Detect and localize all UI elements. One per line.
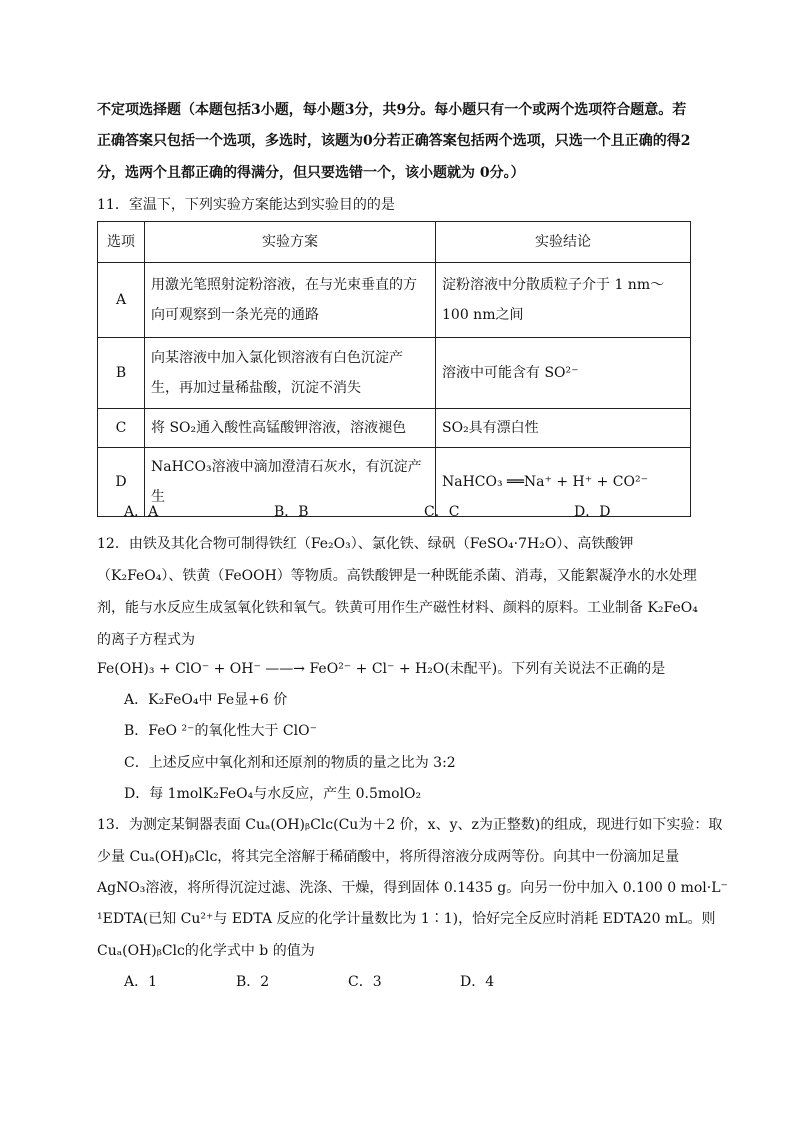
row-option: A [98,263,145,338]
row-option: D [98,448,145,517]
q13-options [124,972,560,992]
row-conclusion: 溶液中可能含有 SO²⁻ [436,338,691,409]
q11-stem: 11．室温下，下列实验方案能达到实验目的的是 [97,197,395,213]
header-plan: 实验方案 [145,222,436,263]
q11-option-c[interactable]: C．C [424,504,460,520]
q13-line-1: 13．为测定某铜器表面 Cuₐ(OH)ᵦClᴄ(Cu为＋2 价，x、y、z为正整数)的组成，现进行如下实验：取 [97,817,723,833]
q12-option-a[interactable]: A．K₂FeO₄中 Fe显+6 价 [124,692,288,708]
q13-line-4: ¹EDTA(已知 Cu²⁺与 EDTA 反应的化学计量数比为 1∶1)，恰好完全反应时消耗 EDTA20 mL。则 [97,911,716,927]
header-conclusion: 实验结论 [436,222,691,263]
q11-option-d[interactable]: D．D [574,504,611,520]
row-plan: 向某溶液中加入氯化钡溶液有白色沉淀产生，再加过量稀盐酸，沉淀不消失 [145,338,436,409]
table-row [98,409,691,448]
row-conclusion: NaHCO₃ ══Na⁺ + H⁺ + CO²⁻ [436,448,691,517]
q12-line-1: 12．由铁及其化合物可制得铁红（Fe₂O₃）、氯化铁、绿矾（FeSO₄·7H₂O）、高铁酸钾 [97,536,634,552]
row-plan: 将 SO₂通入酸性高锰酸钾溶液，溶液褪色 [145,409,436,448]
q12-option-c[interactable]: C．上述反应中氧化剂和还原剂的物质的量之比为 3:2 [124,755,456,771]
row-plan: NaHCO₃溶液中滴加澄清石灰水，有沉淀产生 [145,448,436,517]
q11-option-b[interactable]: B．B [274,504,309,520]
q13-option-c[interactable]: C．3 [348,974,382,990]
row-option: C [98,409,145,448]
row-option: B [98,338,145,409]
q13-option-d[interactable]: D．4 [460,974,495,990]
table-header-row [98,222,691,263]
q11-option-a[interactable]: A．A [124,504,159,520]
row-conclusion: SO₂具有漂白性 [436,409,691,448]
q12-line-4: 的离子方程式为 [97,632,195,648]
section-instructions-line-1: 不定项选择题（本题包括3小题，每小题3分，共9分。每小题只有一个或两个选项符合题意。若 [97,102,687,118]
section-instructions-line-3: 分，选两个且都正确的得满分，但只要选错一个，该小题就为 0分。） [97,165,525,181]
q12-line-2: （K₂FeO₄）、铁黄（FeOOH）等物质。高铁酸钾是一种既能杀菌、消毒，又能絮凝净水的水处理 [97,568,697,584]
q11-experiment-table [97,221,691,517]
q12-equation: Fe(OH)₃ + ClO⁻ + OH⁻ ——→ FeO²⁻ + Cl⁻ + H₂O(未配平)。下列有关说法不正确的是 [97,661,666,677]
q12-option-b[interactable]: B．FeO ²⁻的氧化性大于 ClO⁻ [124,723,317,739]
header-option: 选项 [98,222,145,263]
q13-line-3: AgNO₃溶液，将所得沉淀过滤、洗涤、干燥，得到固体 0.1435 g。向另一份中加入 0.100 0 mol·L⁻ [97,880,728,896]
q12-option-d[interactable]: D．每 1molK₂FeO₄与水反应，产生 0.5molO₂ [124,786,422,802]
row-plan: 用激光笔照射淀粉溶液，在与光束垂直的方向可观察到一条光亮的通路 [145,263,436,338]
q11-options [124,502,674,522]
q13-option-a[interactable]: A．1 [124,974,158,990]
section-instructions-line-2: 正确答案只包括一个选项，多选时，该题为0分若正确答案包括两个选项，只选一个且正确的得2 [97,133,691,149]
table-row [98,338,691,409]
q13-line-2: 少量 Cuₐ(OH)ᵦClᴄ，将其完全溶解于稀硝酸中，将所得溶液分成两等份。向其中一份滴加足量 [97,849,680,865]
table-row [98,263,691,338]
q12-line-3: 剂，能与水反应生成氢氧化铁和氧气。铁黄可用作生产磁性材料、颜料的原料。工业制备 K₂FeO₄ [97,600,698,616]
row-conclusion: 淀粉溶液中分散质粒子介于 1 nm～100 nm之间 [436,263,691,338]
q13-option-b[interactable]: B．2 [236,974,270,990]
q13-line-5: Cuₐ(OH)ᵦClᴄ的化学式中 b 的值为 [97,943,315,959]
